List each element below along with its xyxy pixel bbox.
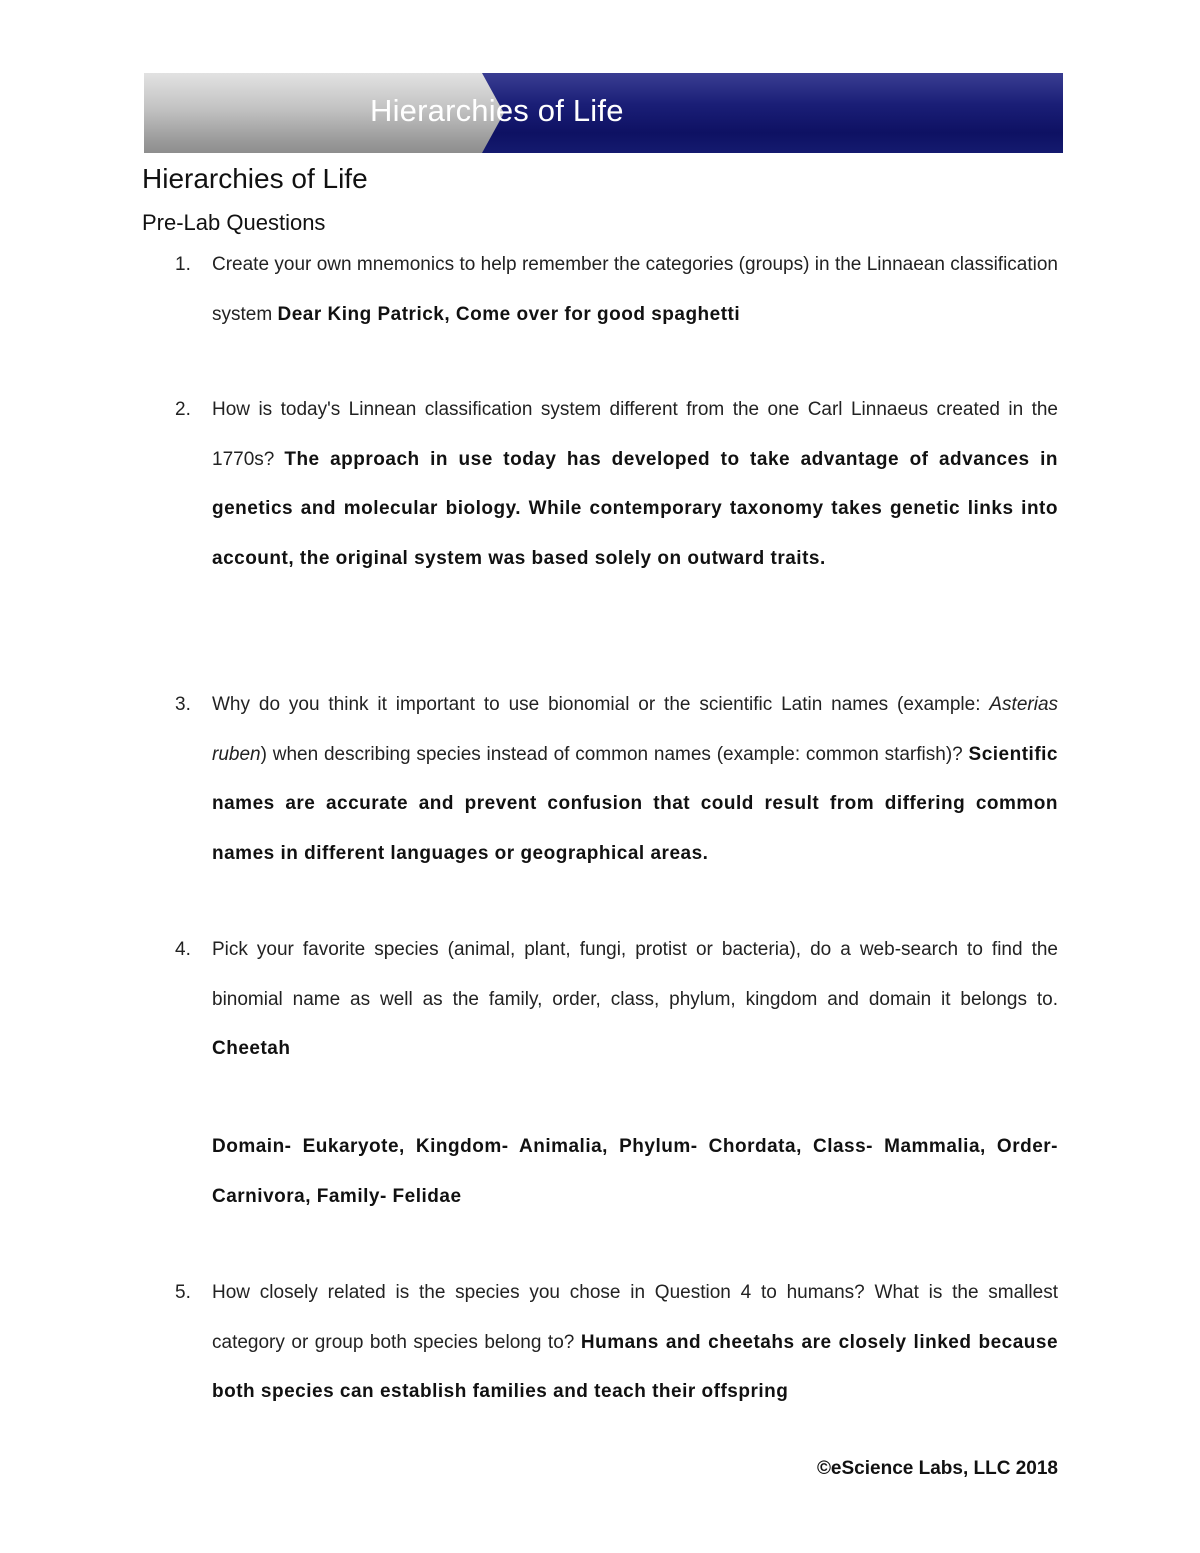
question-5 [175, 1268, 1059, 1417]
classification-answer: Domain- Eukaryote, Kingdom- Animalia, Phylum- Chordata, Class- Mammalia, Order- Carnivora, Family- Felidae [212, 1136, 1058, 1207]
question-3 [175, 680, 1059, 878]
question-4 [175, 925, 1058, 1074]
question-2 [175, 385, 1058, 583]
question-text-continued: ) when describing species instead of common names (example: common starfish)? [260, 743, 963, 765]
question-text: How closely related is the species you chose in Question 4 to humans? What is the smallest category or group both species belong to? [212, 1282, 1058, 1353]
question-number: 5. [175, 1282, 191, 1303]
answer-text: Dear King Patrick, Come over for good spaghetti [277, 303, 741, 325]
species-italic-name: Asterias ruben [212, 694, 1059, 765]
copyright-footer: ©eScience Labs, LLC 2018 [816, 1458, 1058, 1479]
question-text: Create your own mnemonics to help remember the categories (groups) in the Linnaean classification system [212, 254, 1058, 325]
banner-title: Hierarchies of Life [370, 93, 624, 128]
answer-text: Cheetah [212, 1038, 291, 1059]
question-number: 3. [175, 694, 191, 715]
answer-text: Scientific names are accurate and prevent confusion that could result from differing common names in different languages or geographical areas. [212, 743, 1058, 864]
answer-text: Humans and cheetahs are closely linked because both species can establish families and teach their offspring [212, 1331, 1059, 1402]
answer-text: The approach in use today has developed to take advantage of advances in genetics and molecular biology. While contemporary taxonomy takes genetic links into account, the original system was based solely on outward traits. [212, 448, 1058, 569]
question-1 [175, 240, 1058, 339]
question-number: 4. [175, 939, 191, 960]
question-number: 2. [175, 399, 191, 420]
question-text: How is today's Linnean classification system different from the one Carl Linnaeus created in the 1770s? [212, 399, 1058, 470]
section-title: Pre-Lab Questions [142, 210, 326, 235]
header-banner [144, 73, 1063, 153]
document-title: Hierarchies of Life [142, 163, 368, 194]
question-text: Pick your favorite species (animal, plant, fungi, protist or bacteria), do a web-search to find the binomial name as well as the family, order, class, phylum, kingdom and domain it belongs to. [212, 939, 1058, 1010]
question-number: 1. [175, 254, 191, 275]
question-text: Why do you think it important to use bionomial or the scientific Latin names (example: [212, 694, 981, 715]
